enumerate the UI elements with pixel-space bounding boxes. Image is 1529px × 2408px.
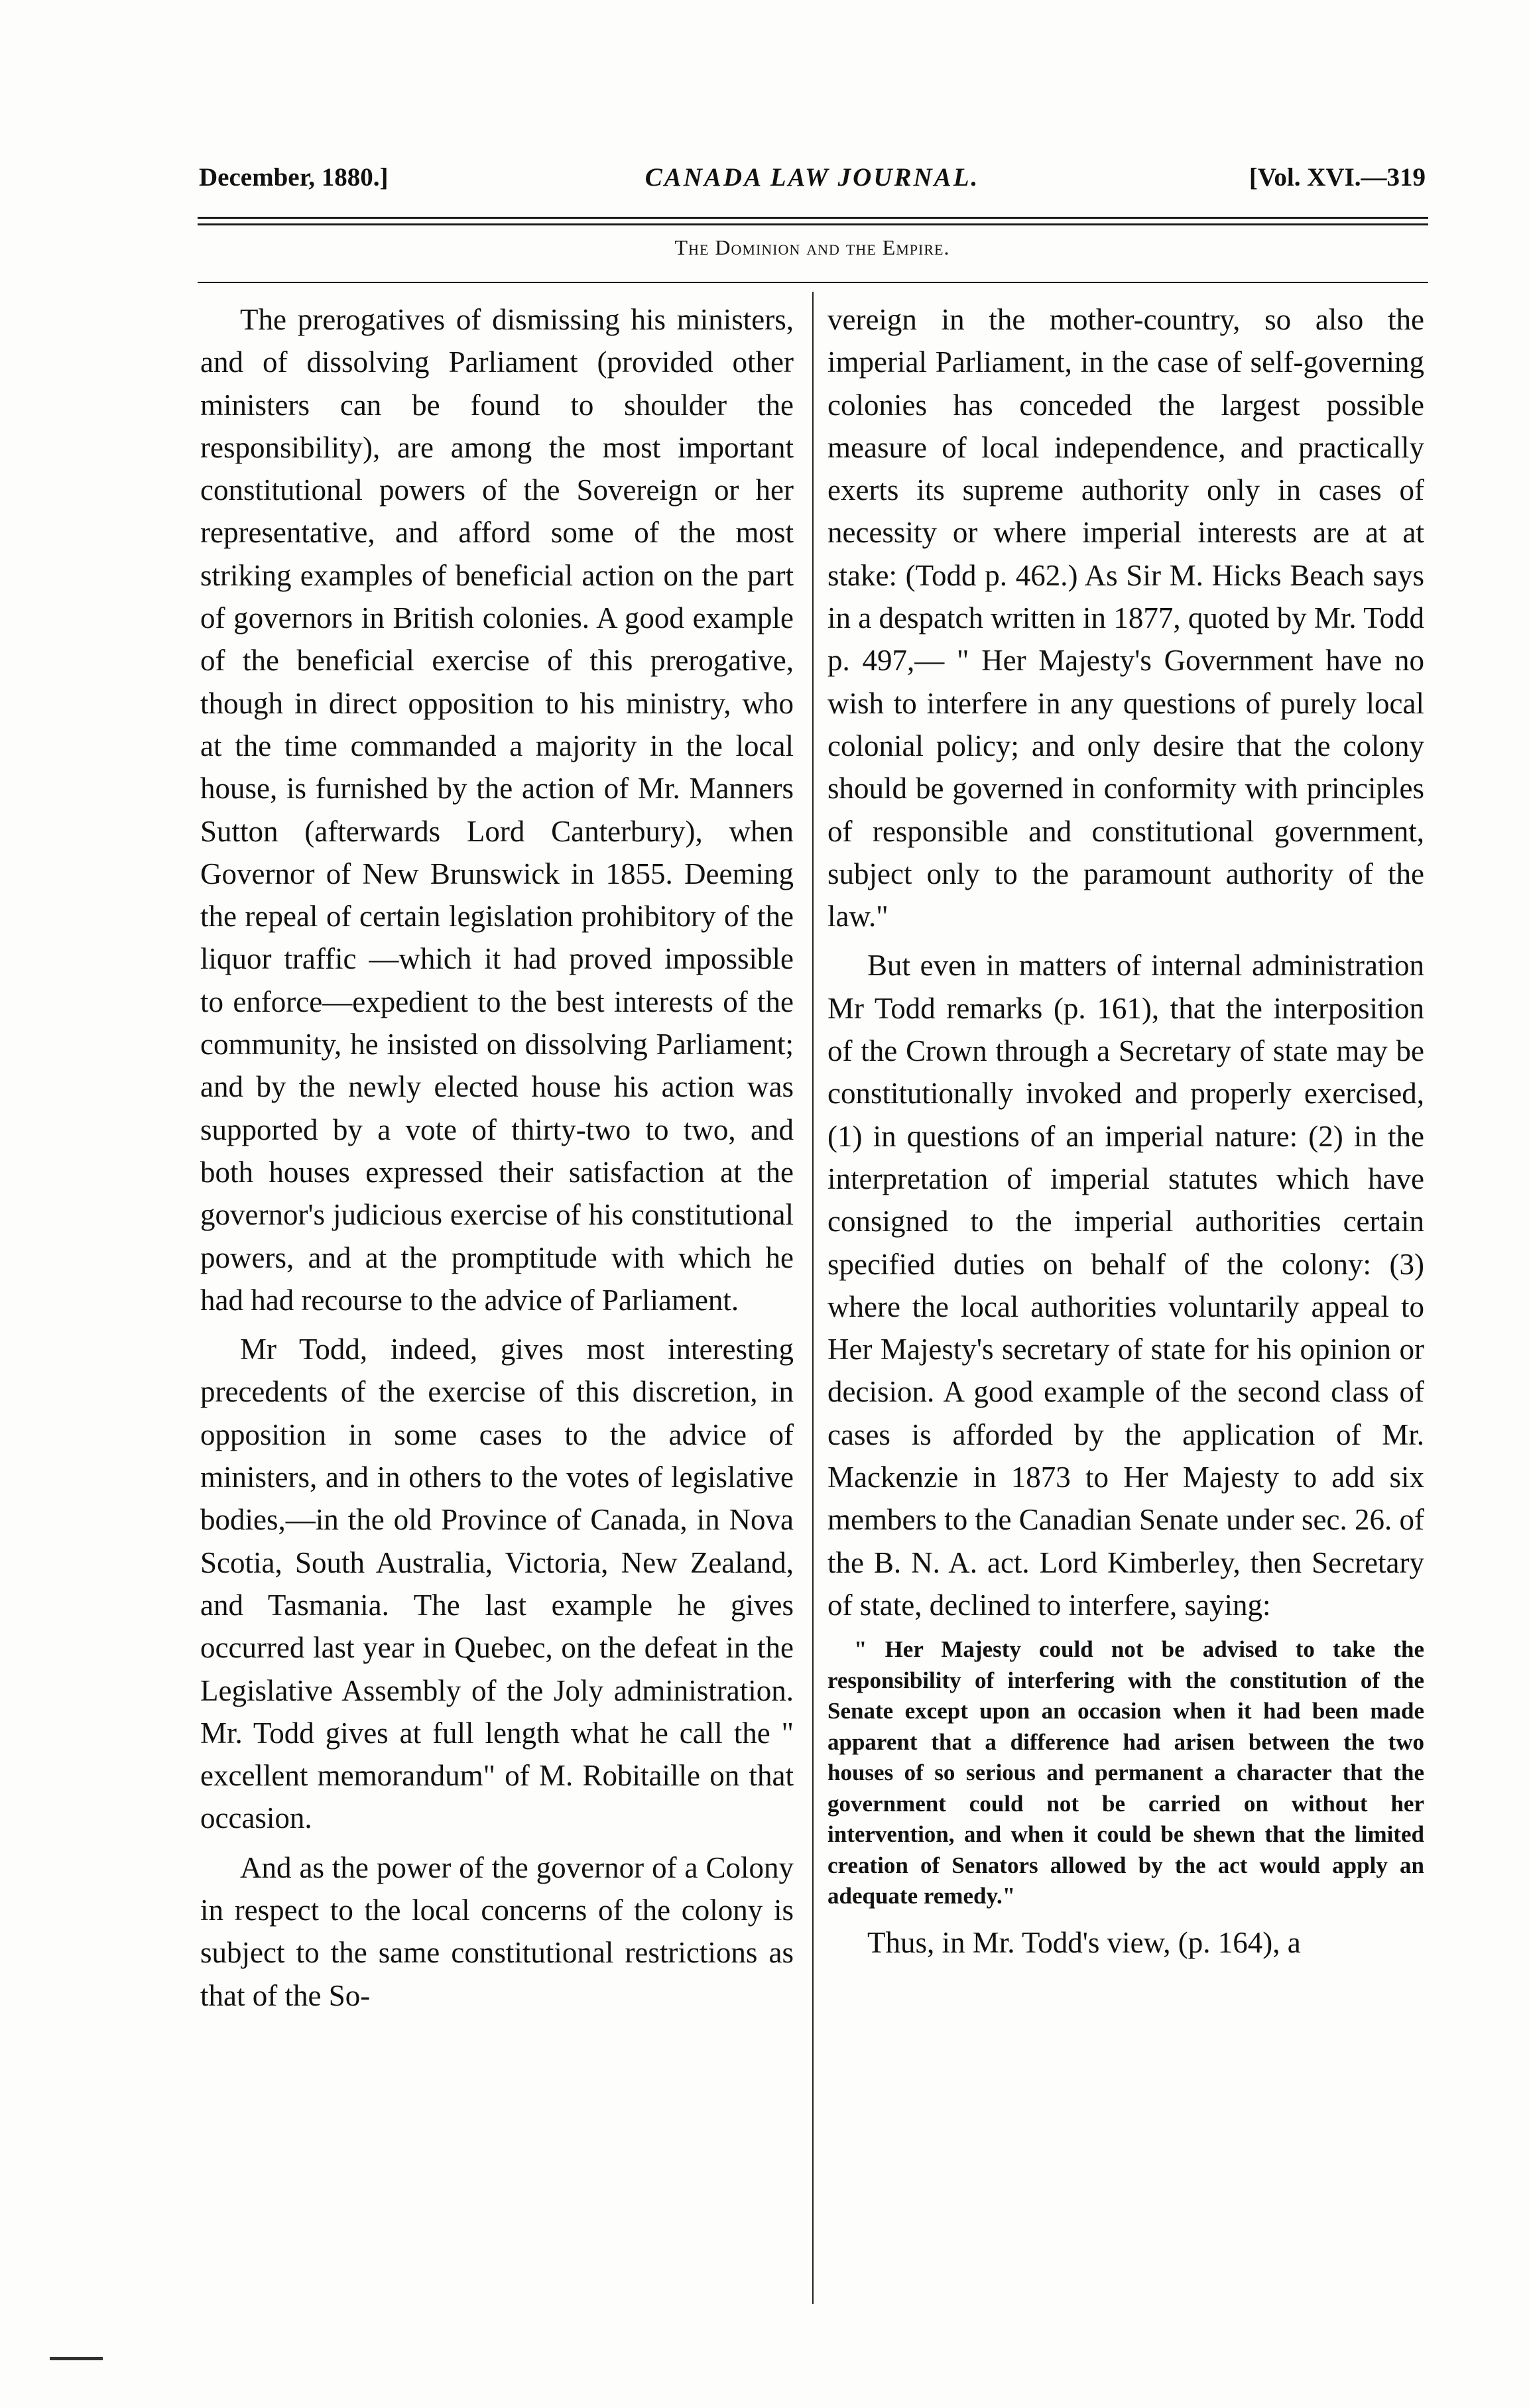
- page-edge-mark: [50, 2357, 103, 2360]
- section-title: The Dominion and the Empire.: [674, 235, 950, 259]
- header-date: December, 1880.]: [199, 163, 389, 192]
- right-continuation: vereign in the mother-country, so also the imperial Parliament, in the case of self-governing colonies has conceded the largest possible measure of local independence, and practically exerts its supreme authority only in cases of necessity or where imperial interests are at at stake: (Todd p. 462.) As Sir M. Hicks Beach says in a despatch written in 1877, quoted by Mr. Todd p. 497,— " Her Majesty's Government have no wish to interfere in any questions of purely local colonial policy; and only desire that the colony should be governed in conformity with principles of responsible and constitutional government, subject only to the paramount authority of the law.": [827, 303, 1424, 933]
- running-header: [199, 162, 1426, 202]
- block-quote: " Her Majesty could not be advised to take the responsibility of interfering with the constitution of the Senate except upon an occasion when it had been made apparent that a difference had arisen between the two houses of so serious and permanent a character that the government could not be carried on without her intervention, and when it could be shewn that the limited creation of Senators allowed by the act would apply an adequate remedy.": [827, 1636, 1424, 1909]
- header-rule-top: [198, 217, 1428, 219]
- section-rule: [198, 282, 1428, 283]
- left-column: [200, 298, 794, 2017]
- header-volume-page: [Vol. XVI.—319: [1249, 163, 1426, 192]
- left-paragraph-3: And as the power of the governor of a Colony in respect to the local concerns of the colony is subject to the same constitutional restrictions as that of the So-: [200, 1850, 794, 2012]
- left-paragraph-1: The prerogatives of dismissing his ministers, and of dissolving Parliament (provided other ministers can be found to shoulder the responsibility), are among the most important constitutional powers of the Sovereign or her representative, and afford some of the most striking examples of beneficial action on the part of governors in British colonies. A good example of the beneficial exercise of this prerogative, though in direct opposition to his ministry, who at the time commanded a majority in the local house, is furnished by the action of Mr. Manners Sutton (afterwards Lord Canterbury), when Governor of New Brunswick in 1855. Deeming the repeal of certain legislation prohibitory of the liquor traffic —which it had proved impossible to enforce—expedient to the best interests of the community, he insisted on dissolving Parliament; and by the newly elected house his action was supported by a vote of thirty-two to two, and both houses expressed their satisfaction at the governor's judicious exercise of his constitutional powers, and at the promptitude with which he had had recourse to the advice of Parliament.: [200, 303, 794, 1317]
- header-journal-title: CANADA LAW JOURNAL.: [644, 163, 980, 192]
- header-rule-bottom: [198, 223, 1428, 225]
- right-column: [827, 298, 1424, 1964]
- right-closing-line: Thus, in Mr. Todd's view, (p. 164), a: [867, 1925, 1301, 1959]
- left-paragraph-2: Mr Todd, indeed, gives most interesting precedents of the exercise of this discretion, in opposition in some cases to the advice of ministers, and in others to the votes of legislative bodies,—in the old Province of Canada, in Nova Scotia, South Australia, Victoria, New Zealand, and Tasmania. The last example he gives occurred last year in Quebec, on the defeat in the Legislative Assembly of the Joly administration. Mr. Todd gives at full length what he call the " excellent memorandum" of M. Robitaille on that occasion.: [200, 1333, 794, 1835]
- right-paragraph: But even in matters of internal administration Mr Todd remarks (p. 161), that the interposition of the Crown through a Secretary of state may be constitutionally invoked and properly exercised, (1) in questions of an imperial nature: (2) in the interpretation of imperial statutes which have consigned to the imperial authorities certain specified duties on behalf of the colony: (3) where the local authorities voluntarily appeal to Her Majesty's secretary of state for his opinion or decision. A good example of the second class of cases is afforded by the application of Mr. Mackenzie in 1873 to Her Majesty to add six members to the Canadian Senate under sec. 26. of the B. N. A. act. Lord Kimberley, then Secretary of state, declined to interfere, saying:: [827, 949, 1424, 1622]
- column-divider: [812, 292, 814, 2304]
